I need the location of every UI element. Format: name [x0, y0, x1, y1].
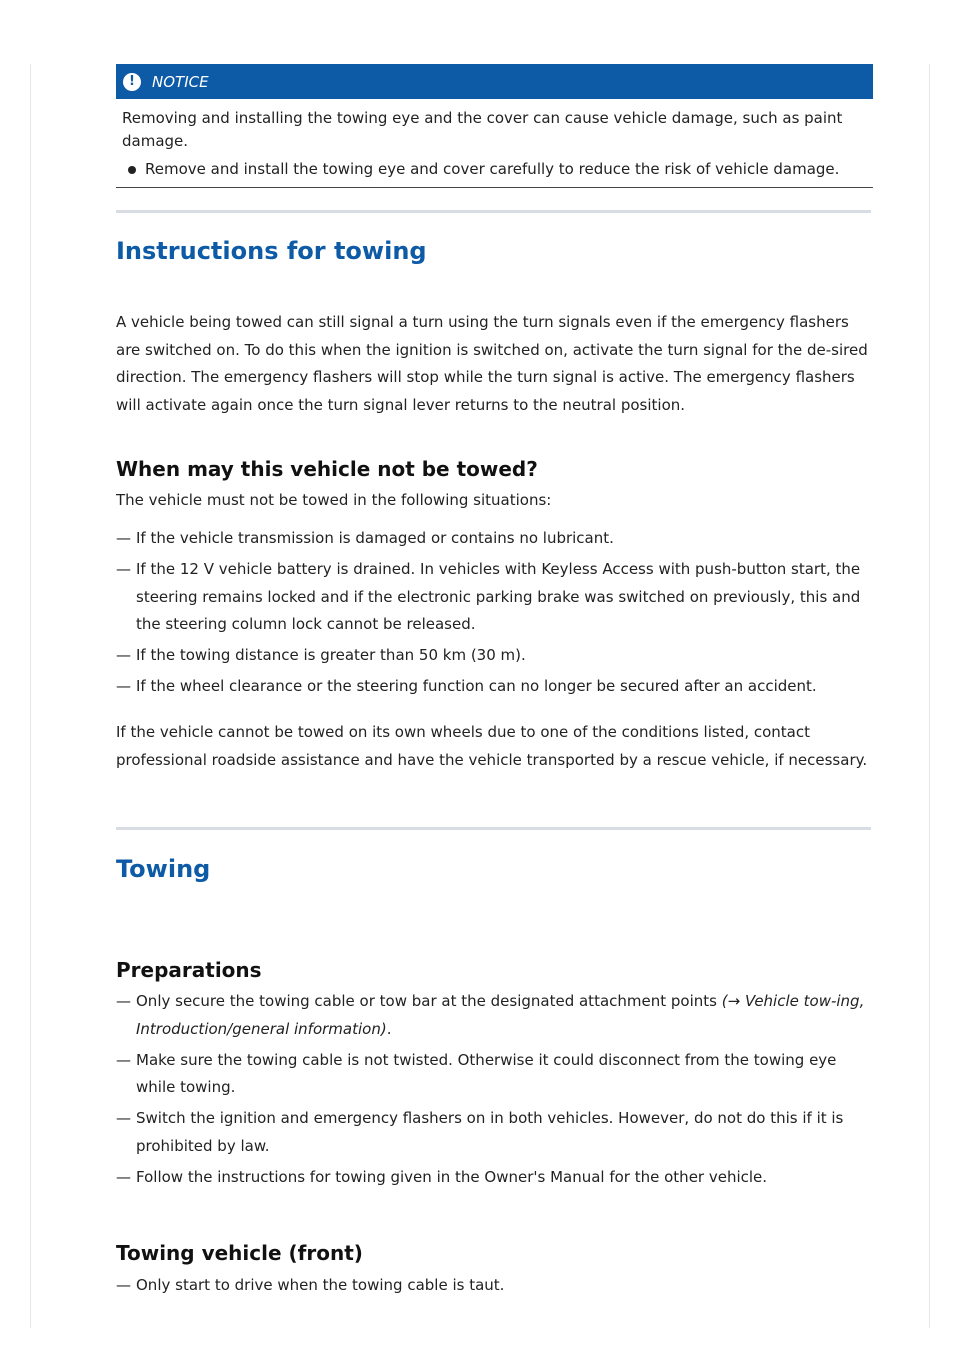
notice-text: Removing and installing the towing eye and the cover can cause vehicle damage, such as paint damage. — [122, 109, 843, 150]
list-item: — Make sure the towing cable is not twisted. Otherwise it could disconnect from the towing eye while towing. — [116, 1047, 876, 1102]
list-item: — If the 12 V vehicle battery is drained. In vehicles with Keyless Access with push-button start, the steering remains locked and if the electronic parking brake was switched on previously, this and the steering column lock cannot be released. — [116, 556, 876, 639]
notice-header — [116, 64, 873, 99]
exclamation-icon: ! — [123, 73, 141, 91]
notice-bullet-text: Remove and install the towing eye and cover carefully to reduce the risk of vehicle damage. — [145, 160, 840, 178]
notice-box — [116, 64, 873, 188]
subheading-when-not-towed: When may this vehicle not be towed? — [116, 457, 538, 481]
page-margin-right — [929, 64, 930, 1328]
list-item-end: . — [386, 1019, 392, 1038]
notice-title: NOTICE — [152, 72, 209, 91]
section-heading-instructions: Instructions for towing — [116, 237, 427, 265]
notice-bullet — [122, 158, 867, 181]
instructions-paragraph: A vehicle being towed can still signal a turn using the turn signals even if the emergency flashers are switched on. To do this when the ignition is switched on, activate the turn signal for the de-sired direction. The emergency flashers will stop while the turn signal is active. The emergency flashers will activate again once the turn signal lever returns to the neutral position. — [116, 313, 868, 414]
subheading-preparations: Preparations — [116, 958, 262, 982]
list-item: — If the vehicle transmission is damaged or contains no lubricant. — [116, 525, 876, 553]
list-item — [116, 988, 876, 1043]
when-outro: If the vehicle cannot be towed on its own wheels due to one of the conditions listed, contact professional roadside assistance and have the vehicle transported by a rescue vehicle, if necessary. — [116, 723, 868, 769]
when-list — [116, 525, 876, 704]
list-item: — Only start to drive when the towing cable is taut. — [116, 1272, 876, 1300]
section-heading-towing: Towing — [116, 855, 211, 883]
bullet-dot-icon — [128, 166, 136, 174]
when-intro: The vehicle must not be towed in the following situations: — [116, 491, 552, 509]
list-item-text: Only secure the towing cable or tow bar at the designated attachment points — [136, 992, 717, 1010]
section-divider — [116, 210, 871, 213]
cross-reference-link[interactable]: (→ Vehicle tow-ing, Introduction/general information) — [136, 992, 865, 1038]
list-item: — Switch the ignition and emergency flashers on in both vehicles. However, do not do this if it is prohibited by law. — [116, 1105, 876, 1160]
page-margin-left — [30, 64, 31, 1328]
section-divider — [116, 827, 871, 830]
front-list — [116, 1272, 876, 1303]
notice-body — [116, 99, 873, 188]
preparations-list — [116, 988, 876, 1195]
subheading-towing-vehicle-front: Towing vehicle (front) — [116, 1241, 363, 1265]
list-item: — If the wheel clearance or the steering function can no longer be secured after an accident. — [116, 673, 876, 701]
list-item: — If the towing distance is greater than 50 km (30 m). — [116, 642, 876, 670]
list-item: — Follow the instructions for towing given in the Owner's Manual for the other vehicle. — [116, 1164, 876, 1192]
